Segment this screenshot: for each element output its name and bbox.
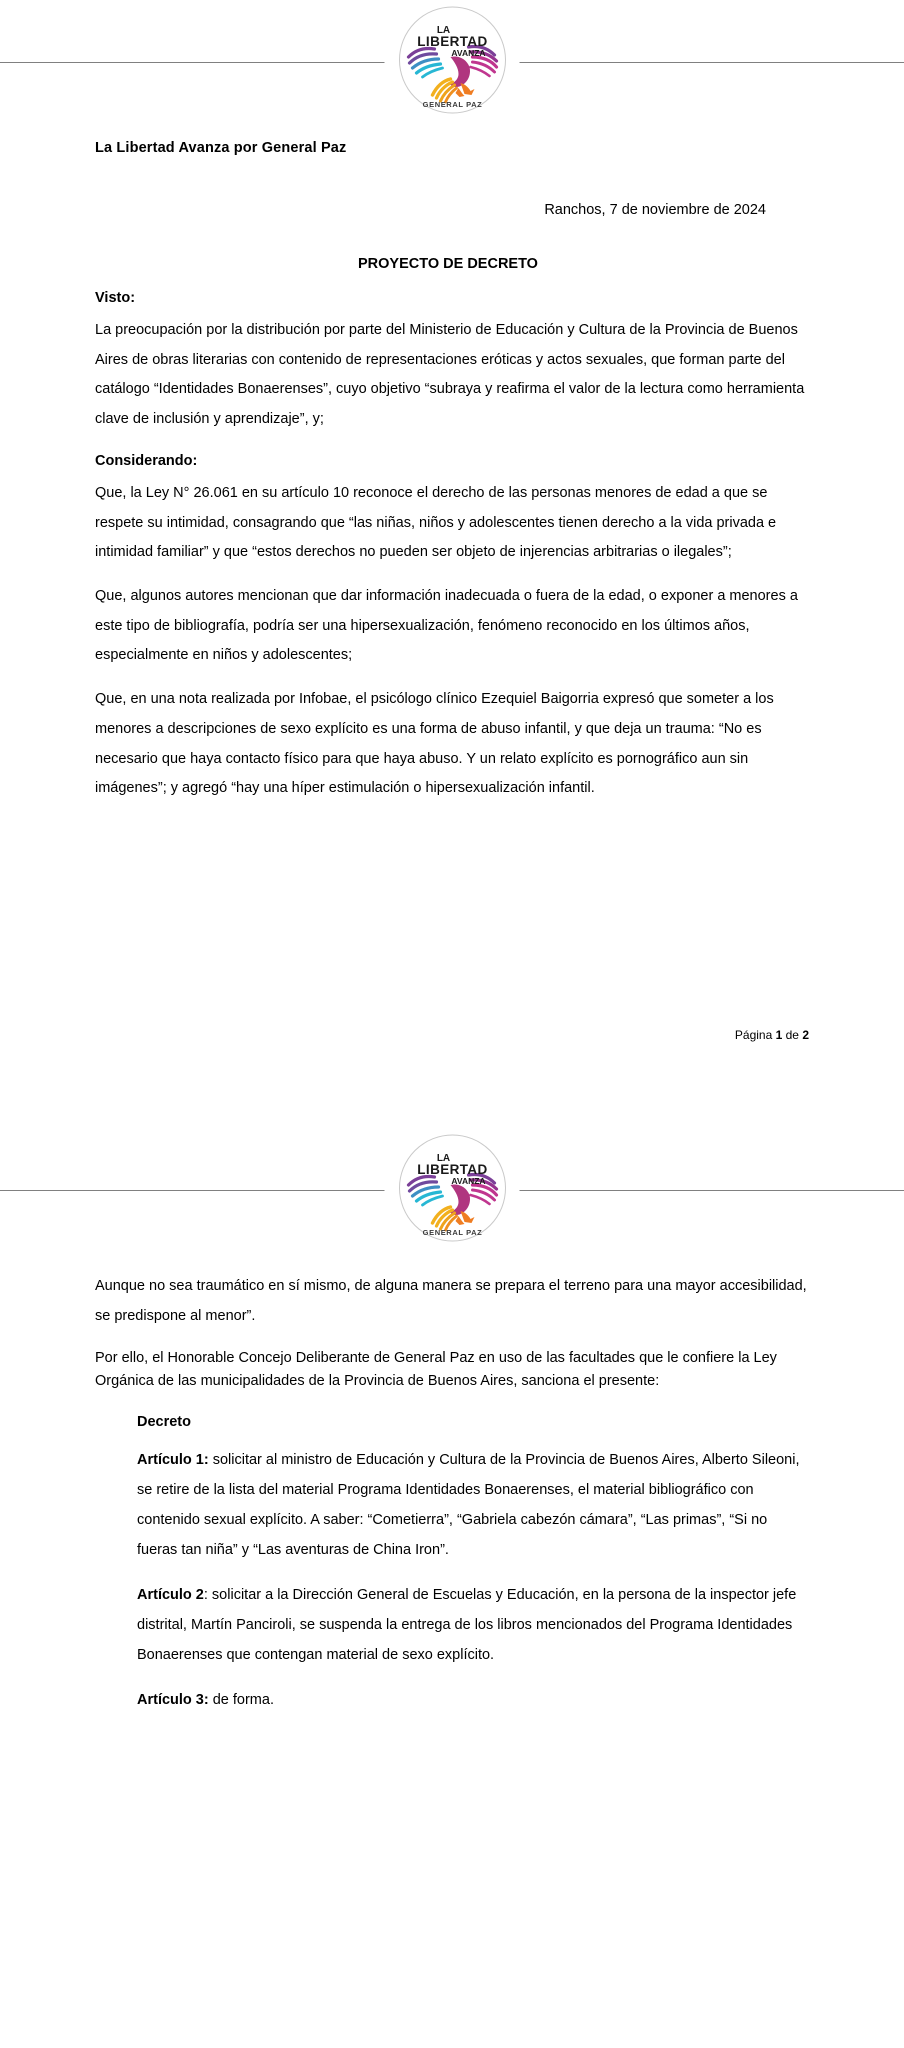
considerando-paragraph-2: Que, algunos autores mencionan que dar información inadecuada o fuera de la edad, o exponer a menores a este tipo de bibliografía, podría ser una hipersexualización, fenómeno reconocido en los últimos años, especialmente en niños y adolescentes; [95, 588, 798, 664]
page-header [0, 0, 904, 118]
footer-current-page: 1 [775, 1028, 783, 1042]
articulo-1-label: Artículo 1: [137, 1452, 209, 1469]
organization-name: La Libertad Avanza por General Paz [95, 140, 347, 156]
articulo-1-text: solicitar al ministro de Educación y Cultura de la Provincia de Buenos Aires, Alberto Sileoni, se retire de la lista del material Programa Identidades Bonaerenses, el material bibliográfico con contenido sexual explícito. A saber: “Cometierra”, “Gabriela cabezón cámara”, “Las primas”, “Si no fueras tan niña” y “Las aventuras de China Iron”. [137, 1452, 800, 1558]
la-libertad-avanza-logo-icon-2 [388, 1133, 516, 1243]
considerando-paragraph-1: Que, la Ley N° 26.061 en su artículo 10 reconoce el derecho de las personas menores de edad a que se respete su intimidad, consagrando que “las niñas, niños y adolescentes tienen derecho a la vida privada e intimidad familiar” y que “estos derechos no pueden ser objeto de injerencias arbitrarias o ilegales”; [95, 484, 777, 561]
logo-text-libertad: LIBERTAD [416, 34, 488, 49]
footer-total-pages: 2 [802, 1028, 809, 1042]
page-header-2 [0, 1128, 904, 1246]
la-libertad-avanza-logo-icon [388, 5, 516, 115]
decreto-label: Decreto [137, 1414, 191, 1431]
considerando-label: Considerando: [95, 452, 198, 469]
decreto-block [95, 1414, 809, 1716]
considerando-paragraph-3: Que, en una nota realizada por Infobae, el psicólogo clínico Ezequiel Baigorria expresó que someter a los menores a descripciones de sexo explícito es una forma de abuso infantil, y que deja un trauma: “No es necesario que haya contacto físico para que haya abuso. Y un relato explícito es pornográfico aun sin imágenes”; y agregó “hay una híper estimulación o hipersexualización infantil. [95, 691, 774, 797]
logo-text-avanza-2: AVANZA [450, 1176, 486, 1186]
logo-text-libertad-2: LIBERTAD [416, 1162, 488, 1177]
logo-text-general-paz: GENERAL PAZ [422, 100, 482, 109]
page-2-body [0, 1272, 904, 1716]
continuation-paragraph: Aunque no sea traumático en sí mismo, de alguna manera se prepara el terreno para una mayor accesibilidad, se predispone al menor”. [95, 1278, 807, 1324]
visto-paragraph: La preocupación por la distribución por parte del Ministerio de Educación y Cultura de la Provincia de Buenos Aires de obras literarias con contenido de representaciones eróticas y actos sexuales, que forman parte del catálogo “Identidades Bonaerenses”, cuyo objetivo “subraya y reafirma el valor de la lectura como herramienta clave de inclusión y aprendizaje”, y; [95, 322, 805, 428]
articulo-1 [137, 1446, 809, 1565]
articulo-3-label: Artículo 3: [137, 1692, 209, 1709]
logo-text-general-paz-2: GENERAL PAZ [422, 1228, 482, 1237]
document-page-2 [0, 1128, 904, 2048]
por-ello-paragraph: Por ello, el Honorable Concejo Deliberante de General Paz en uso de las facultades que le confiere la Ley Orgánica de las municipalidades de la Provincia de Buenos Aires, sanciona el presente: [95, 1350, 777, 1389]
party-logo [385, 4, 520, 116]
date-line: Ranchos, 7 de noviembre de 2024 [544, 202, 766, 218]
footer-prefix: Página [734, 1028, 776, 1042]
articulo-2-label: Artículo 2 [137, 1587, 204, 1604]
articulo-2-text: : solicitar a la Dirección General de Escuelas y Educación, en la persona de la inspector jefe distrital, Martín Panciroli, se suspenda la entrega de los libros mencionados del Programa Identidades Bonaerenses que contengan material de sexo explícito. [137, 1587, 797, 1663]
document-title: PROYECTO DE DECRETO [358, 256, 538, 272]
logo-text-la: LA [436, 25, 450, 36]
logo-text-la-2: LA [436, 1153, 450, 1164]
logo-text-avanza: AVANZA [450, 48, 486, 58]
party-logo-2 [385, 1132, 520, 1244]
visto-label: Visto: [95, 290, 136, 306]
articulo-3 [137, 1686, 809, 1716]
footer-separator: de [782, 1028, 803, 1042]
articulo-3-text: de forma. [208, 1692, 274, 1709]
articulo-2 [137, 1581, 809, 1670]
page-1-body [0, 140, 904, 804]
page-footer-1 [735, 1028, 809, 1042]
